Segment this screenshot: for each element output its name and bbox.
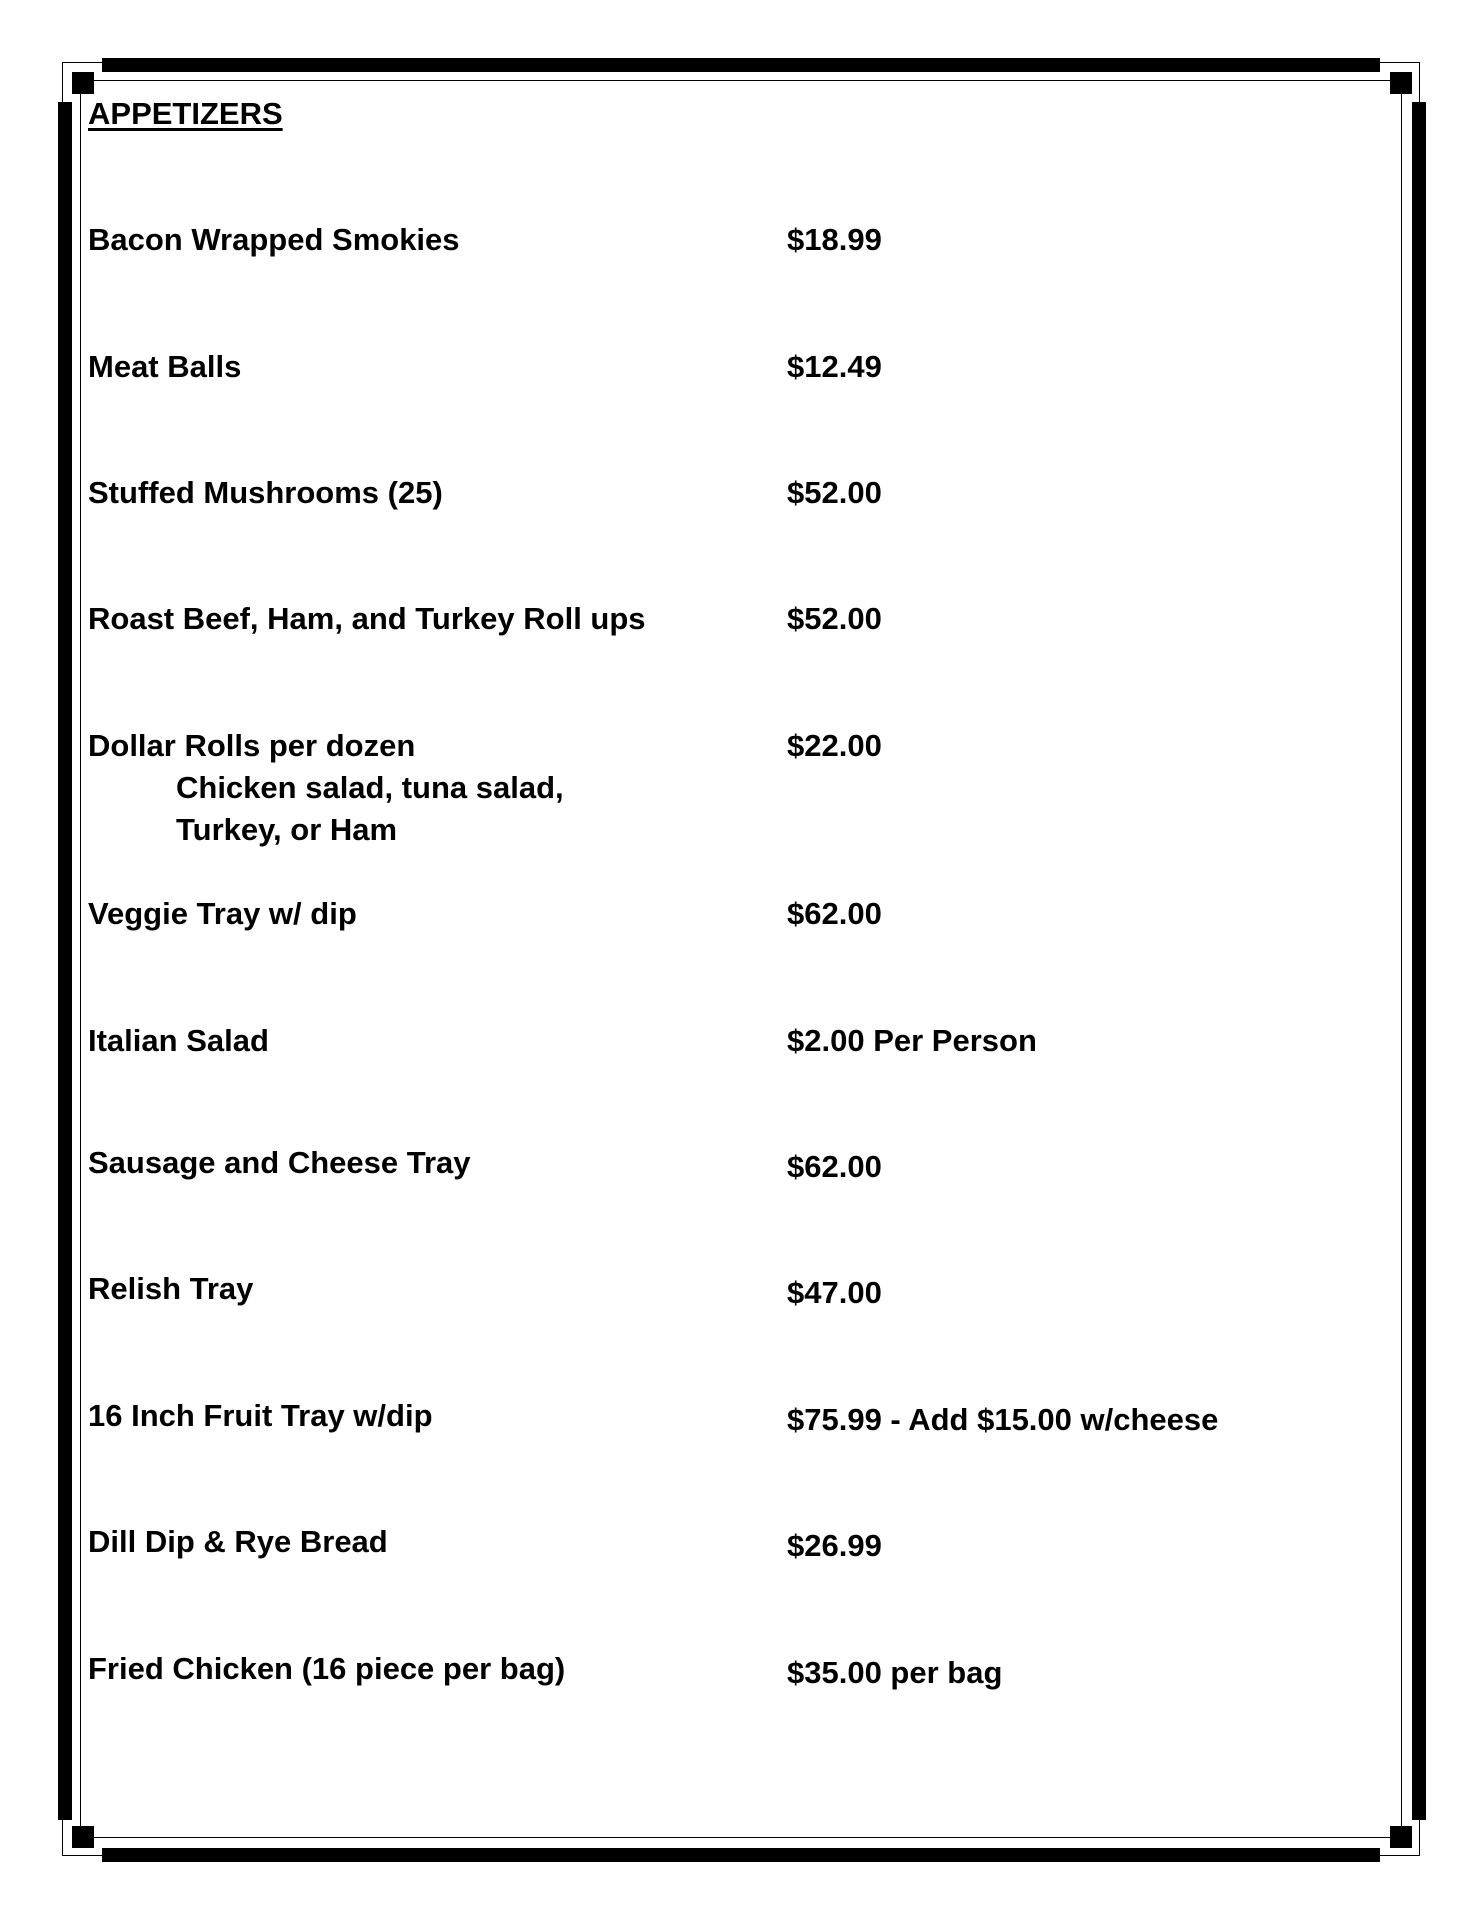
section-heading: APPETIZERS xyxy=(88,96,283,131)
frame-corner-bottom-left xyxy=(72,1826,94,1848)
frame-corner-top-left xyxy=(72,72,94,94)
menu-item-name: Stuffed Mushrooms (25) xyxy=(88,475,443,510)
frame-corner-bottom-right xyxy=(1390,1826,1412,1848)
menu-item-price: $35.00 per bag xyxy=(787,1655,1003,1690)
menu-item-name: Relish Tray xyxy=(88,1271,254,1306)
menu-item-name: Italian Salad xyxy=(88,1023,269,1058)
menu-item-price: $18.99 xyxy=(787,222,882,257)
menu-item-name: Fried Chicken (16 piece per bag) xyxy=(88,1651,566,1686)
menu-item-name: Veggie Tray w/ dip xyxy=(88,896,357,931)
menu-item-name: Bacon Wrapped Smokies xyxy=(88,222,460,257)
frame-left-bar xyxy=(58,102,72,1820)
frame-corner-top-right xyxy=(1390,72,1412,94)
frame-right-bar xyxy=(1412,102,1426,1820)
menu-item-price: $62.00 xyxy=(787,1149,882,1184)
frame-top-bar xyxy=(102,58,1380,72)
menu-item-name: Dill Dip & Rye Bread xyxy=(88,1524,388,1559)
menu-item-price: $26.99 xyxy=(787,1528,882,1563)
menu-item-price: $47.00 xyxy=(787,1275,882,1310)
menu-item-name: Sausage and Cheese Tray xyxy=(88,1145,471,1180)
menu-item-detail: Chicken salad, tuna salad, xyxy=(176,770,564,805)
menu-item-name: Roast Beef, Ham, and Turkey Roll ups xyxy=(88,601,646,636)
menu-item-price: $62.00 xyxy=(787,896,882,931)
menu-item-price: $12.49 xyxy=(787,349,882,384)
frame-inner-line xyxy=(80,80,1402,1838)
menu-item-price: $52.00 xyxy=(787,475,882,510)
menu-item-detail: Turkey, or Ham xyxy=(176,812,398,847)
menu-item-name: Dollar Rolls per dozen xyxy=(88,728,416,763)
menu-item-price: $52.00 xyxy=(787,601,882,636)
frame-bottom-bar xyxy=(102,1848,1380,1862)
menu-item-price: $75.99 - Add $15.00 w/cheese xyxy=(787,1402,1219,1437)
menu-item-price: $22.00 xyxy=(787,728,882,763)
menu-item-name: Meat Balls xyxy=(88,349,242,384)
menu-item-price: $2.00 Per Person xyxy=(787,1023,1037,1058)
menu-item-name: 16 Inch Fruit Tray w/dip xyxy=(88,1398,433,1433)
